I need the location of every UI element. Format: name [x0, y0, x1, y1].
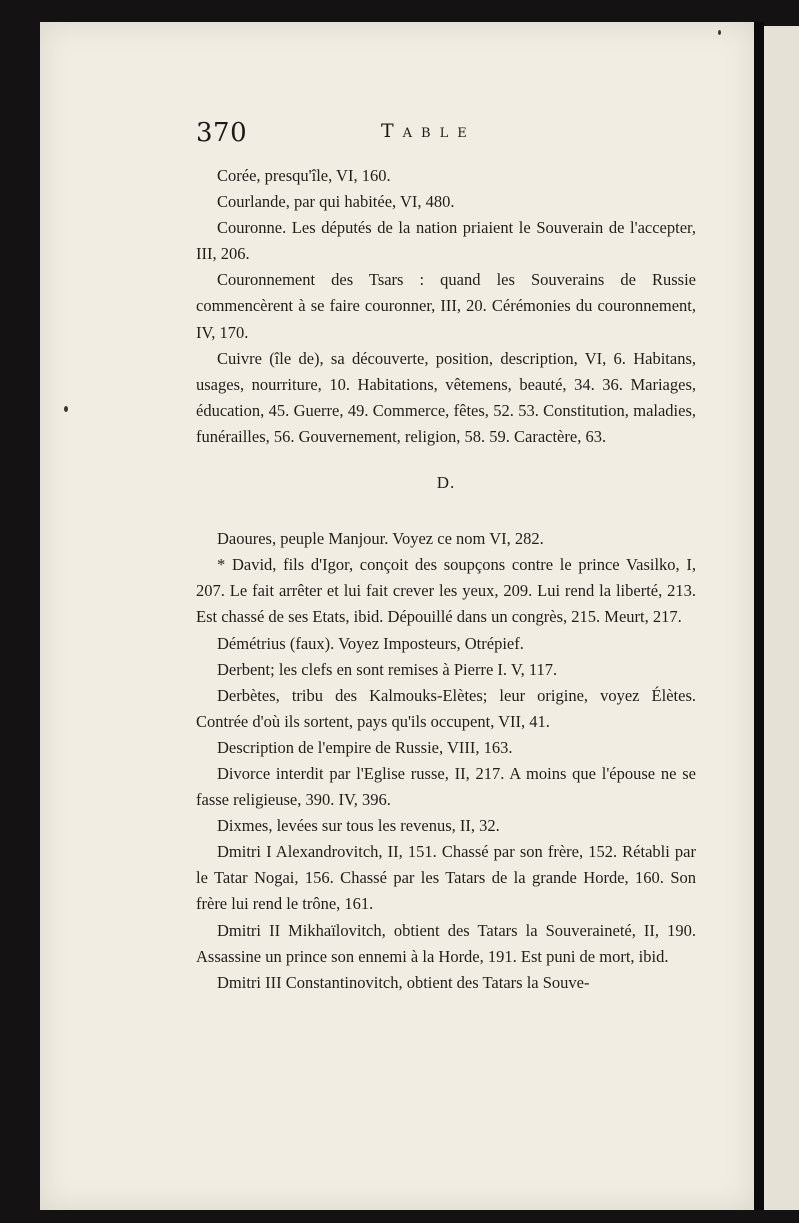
index-entry: Derbètes, tribu des Kalmouks-Elètes; leur origine, voyez Élètes. Contrée d'où ils sortent, pays qu'ils occupent, VII, 41.: [196, 685, 696, 731]
running-head: [196, 118, 696, 152]
index-entry: Dmitri III Constantinovitch, obtient des Tatars la Souve-: [217, 972, 590, 992]
index-entry: Derbent; les clefs en sont remises à Pierre I. V, 117.: [217, 659, 558, 679]
page-number: 370: [196, 118, 248, 148]
facing-page-edge: [764, 26, 799, 1210]
index-entry: Courlande, par qui habitée, VI, 480.: [217, 192, 455, 212]
index-entry: Couronnement des Tsars : quand les Souverains de Russie commencèrent à se faire couronner, III, 20. Cérémonies du couronnement, IV, 170.: [196, 270, 696, 342]
index-entry: * David, fils d'Igor, conçoit des soupçons contre le prince Vasilko, I, 207. Le fait arrêter et lui fait crever les yeux, 209. Lui rend la liberté, 213. Est chassé de ses Etats, ibid. Dépouillé dans un congrès, 215. Meurt, 217.: [196, 555, 696, 627]
ink-spot: [718, 30, 721, 35]
index-entry: Dixmes, levées sur tous les revenus, II, 32.: [217, 816, 500, 836]
index-entry: Démétrius (faux). Voyez Imposteurs, Otrépief.: [217, 633, 524, 653]
index-entry: Dmitri I Alexandrovitch, II, 151. Chassé par son frère, 152. Rétabli par le Tatar Nogai, 156. Chassé par les Tatars de la grande Horde, 160. Son frère lui rend le trône, 161.: [196, 842, 696, 914]
index-entry: Couronne. Les députés de la nation priaient le Souverain de l'accepter, III, 206.: [196, 218, 696, 264]
index-entry: Description de l'empire de Russie, VIII, 163.: [217, 737, 513, 757]
index-entry: Dmitri II Mikhaïlovitch, obtient des Tatars la Souveraineté, II, 190. Assassine un prince son ennemi à la Horde, 191. Est puni de mort, ibid.: [196, 920, 696, 966]
index-entry: Divorce interdit par l'Eglise russe, II, 217. A moins que l'épouse ne se fasse religieuse, 390. IV, 396.: [196, 763, 696, 810]
ink-spot: [64, 406, 68, 412]
index-text: [196, 163, 696, 996]
section-letter: D.: [436, 473, 456, 493]
index-entry: Daoures, peuple Manjour. Voyez ce nom VI, 282.: [217, 529, 544, 549]
index-entry: Corée, presqu'île, VI, 160.: [217, 166, 391, 185]
book-gutter: [754, 22, 764, 1210]
running-title: Table: [381, 120, 476, 142]
index-entry: Cuivre (île de), sa découverte, position, description, VI, 6. Habitans, usages, nourriture, 10. Habitations, vêtemens, beauté, 34. 36. Mariages, éducation, 45. Guerre, 49. Commerce, fêtes, 52. 53. Constitution, maladies, funérailles, 56. Gouvernement, religion, 58. 59. Caractère, 63.: [196, 348, 696, 446]
